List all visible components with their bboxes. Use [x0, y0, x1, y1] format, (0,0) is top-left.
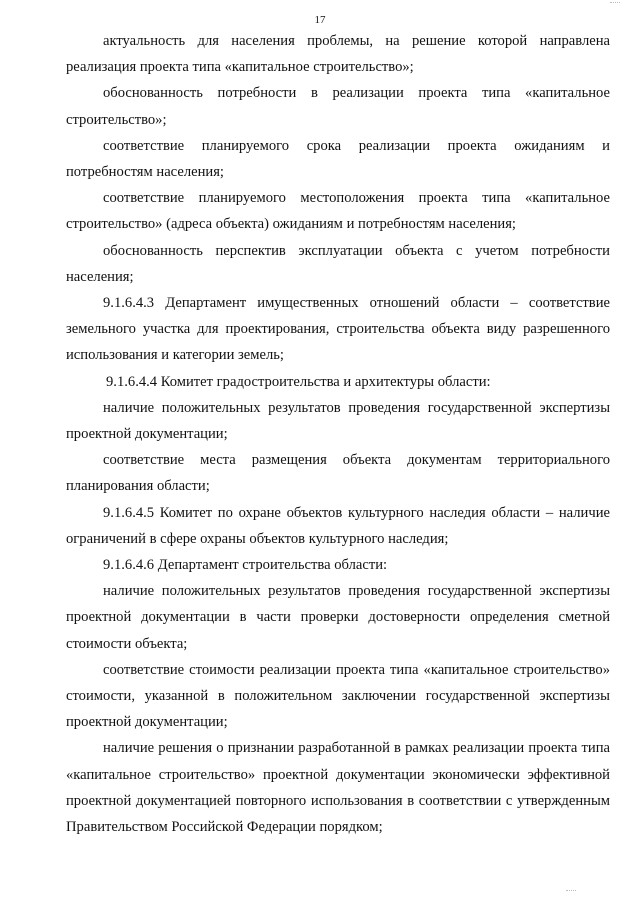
clause-9-1-6-4-4: 9.1.6.4.4 Комитет градостроительства и архитектуры области:: [106, 373, 491, 390]
paragraph-reuse-decision: наличие решения о признании разработанной в рамках реализации проекта типа «капитальное строительство» проектной документации экономически эффективной проектной документацией повторного использования в соответствии с утвержденным Правительством Российской Федерации порядком;: [66, 740, 610, 836]
paragraph-timeline-match: соответствие планируемого срока реализации проекта ожиданиям и потребностям населения;: [66, 137, 610, 181]
paragraph-location-match: соответствие планируемого местоположения проекта типа «капитальное строительство» (адреса объекта) ожиданиям и потребностям населения;: [66, 190, 610, 233]
scan-artifact: [566, 890, 576, 893]
paragraph-relevance: актуальность для населения проблемы, на решение которой направлена реализация проекта типа «капитальное строительство»;: [66, 33, 610, 76]
paragraph-operation-prospects: обоснованность перспектив эксплуатации объекта с учетом потребности населения;: [66, 242, 610, 285]
paragraph-need-justification: обоснованность потребности в реализации проекта типа «капитальное строительство»;: [66, 85, 610, 128]
page-number: 17: [314, 14, 326, 26]
paragraph-expertise-results: наличие положительных результатов проведения государственной экспертизы проектной документации;: [66, 399, 610, 443]
clause-9-1-6-4-5: 9.1.6.4.5 Комитет по охране объектов культурного наследия области – наличие ограничений в сфере охраны объектов культурного наследия;: [66, 504, 610, 547]
paragraph-territorial-planning: соответствие места размещения объекта документам территориального планирования области;: [66, 452, 610, 495]
clause-9-1-6-4-3: 9.1.6.4.3 Департамент имущественных отношений области – соответствие земельного участка для проектирования, строительства объекта виду разрешенного использования и категории земель;: [66, 295, 610, 364]
paragraph-cost-match: соответствие стоимости реализации проекта типа «капитальное строительство» стоимости, указанной в положительном заключении государственной экспертизы проектной документации;: [66, 661, 610, 731]
scan-artifact: [610, 2, 620, 5]
document-body: [66, 28, 610, 840]
clause-9-1-6-4-6: 9.1.6.4.6 Департамент строительства области:: [103, 557, 388, 574]
paragraph-estimate-verification: наличие положительных результатов проведения государственной экспертизы проектной документации в части проверки достоверности определения сметной стоимости объекта;: [66, 583, 610, 652]
